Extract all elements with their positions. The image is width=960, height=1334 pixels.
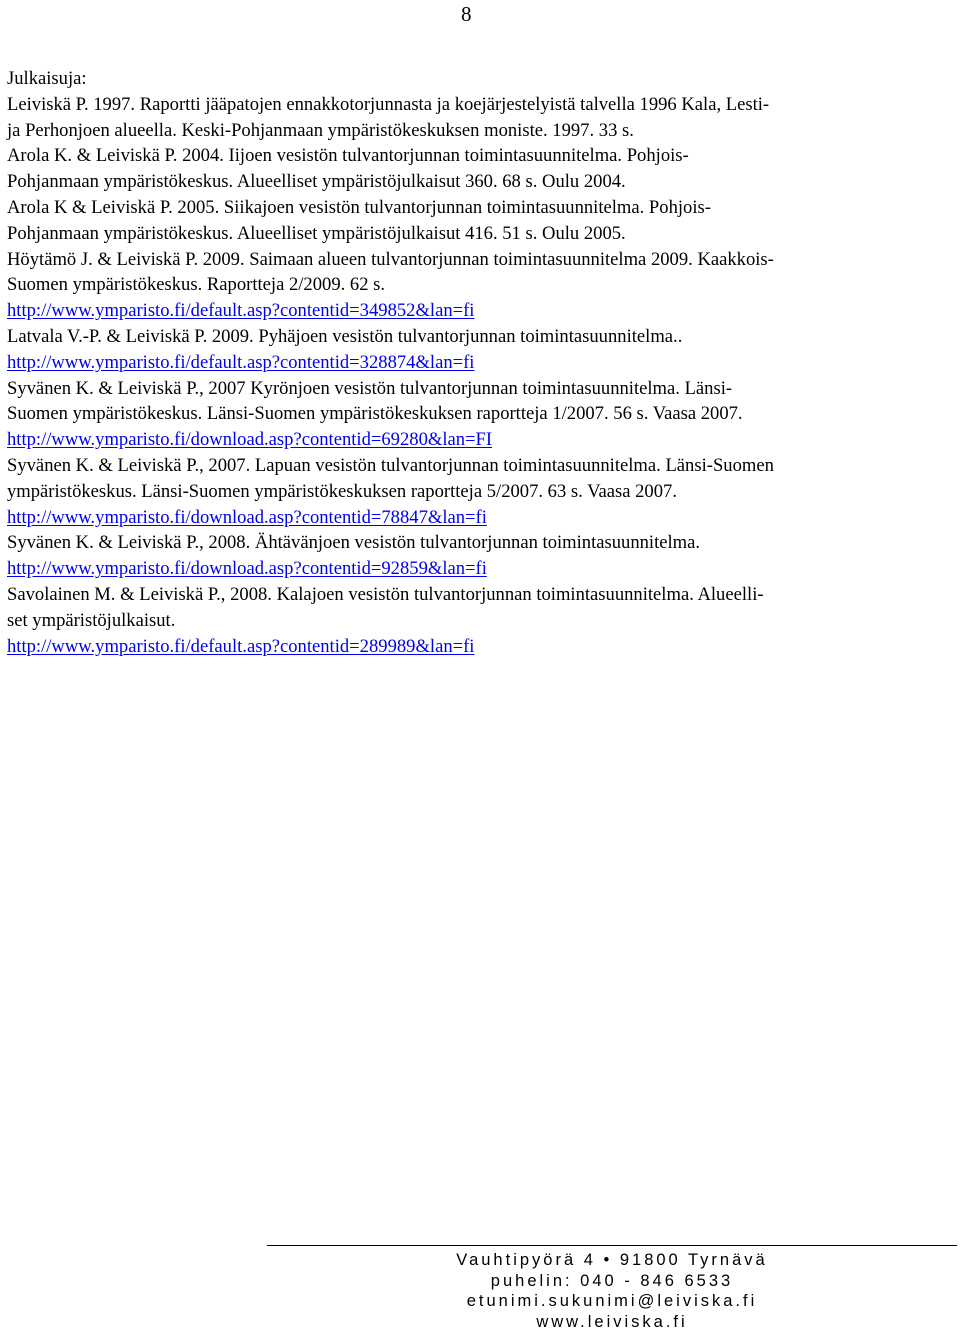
- footer-address: Vauhtipyörä 4 • 91800 Tyrnävä: [456, 1251, 768, 1269]
- footer: [267, 1250, 957, 1332]
- publication-text-line: Pohjanmaan ympäristökeskus. Alueelliset ympäristöjulkaisut 360. 68 s. Oulu 2004.: [7, 171, 626, 193]
- publication-link[interactable]: http://www.ymparisto.fi/default.asp?contentid=289989&lan=fi: [7, 635, 475, 657]
- publication-text-line: Höytämö J. & Leiviskä P. 2009. Saimaan alueen tulvantorjunnan toimintasuunnitelma 2009. Kaakkois-: [7, 248, 774, 270]
- publication-link[interactable]: http://www.ymparisto.fi/download.asp?contentid=69280&lan=FI: [7, 429, 493, 451]
- publication-link-line[interactable]: [7, 298, 937, 324]
- publication-text-line: ympäristökeskus. Länsi-Suomen ympäristökeskuksen raportteja 5/2007. 63 s. Vaasa 2007.: [7, 480, 677, 502]
- publication-text-line: Arola K & Leiviskä P. 2005. Siikajoen vesistön tulvantorjunnan toimintasuunnitelma. Pohjois-: [7, 196, 711, 218]
- publication-link-line[interactable]: [7, 556, 937, 582]
- publication-link[interactable]: http://www.ymparisto.fi/download.asp?contentid=78847&lan=fi: [7, 506, 487, 528]
- footer-divider: [267, 1245, 957, 1246]
- publication-text-line: Syvänen K. & Leiviskä P., 2007. Lapuan vesistön tulvantorjunnan toimintasuunnitelma. Länsi-Suomen: [7, 454, 774, 476]
- publication-text-line: ja Perhonjoen alueella. Keski-Pohjanmaan ympäristökeskuksen moniste. 1997. 33 s.: [7, 119, 634, 141]
- publication-text-line: Syvänen K. & Leiviskä P., 2007 Kyrönjoen vesistön tulvantorjunnan toimintasuunnitelma. Länsi-: [7, 377, 733, 399]
- publication-link[interactable]: http://www.ymparisto.fi/download.asp?contentid=92859&lan=fi: [7, 558, 487, 580]
- publication-text-line: Pohjanmaan ympäristökeskus. Alueelliset ympäristöjulkaisut 416. 51 s. Oulu 2005.: [7, 222, 626, 244]
- publication-text-line: Savolainen M. & Leiviskä P., 2008. Kalajoen vesistön tulvantorjunnan toimintasuunnitelma. Alueelli-: [7, 583, 764, 605]
- publication-text-line: Suomen ympäristökeskus. Länsi-Suomen ympäristökeskuksen raportteja 1/2007. 56 s. Vaasa 2007.: [7, 403, 743, 425]
- publication-text-line: set ympäristöjulkaisut.: [7, 609, 176, 631]
- footer-website[interactable]: www.leiviska.fi: [536, 1312, 688, 1331]
- publication-text-line: Leiviskä P. 1997. Raportti jääpatojen ennakkotorjunnasta ja koejärjestelyistä talvella 1996 Kala, Lesti-: [7, 93, 770, 115]
- page-number: 8: [461, 2, 472, 26]
- publication-link-line[interactable]: [7, 427, 937, 453]
- publication-text-line: Latvala V.-P. & Leiviskä P. 2009. Pyhäjoen vesistön tulvantorjunnan toimintasuunnitelma..: [7, 325, 683, 347]
- publication-link-line[interactable]: [7, 350, 937, 376]
- footer-phone: puhelin: 040 - 846 6533: [490, 1271, 734, 1290]
- publication-link-line[interactable]: [7, 505, 937, 531]
- publication-text-line: Syvänen K. & Leiviskä P., 2008. Ähtävänjoen vesistön tulvantorjunnan toimintasuunnitelma.: [7, 532, 701, 554]
- publication-text-line: Arola K. & Leiviskä P. 2004. Iijoen vesistön tulvantorjunnan toimintasuunnitelma. Pohjois-: [7, 145, 689, 167]
- publication-text-line: Suomen ympäristökeskus. Raportteja 2/2009. 62 s.: [7, 274, 386, 296]
- publication-link-line[interactable]: [7, 634, 937, 660]
- publication-link[interactable]: http://www.ymparisto.fi/default.asp?contentid=328874&lan=fi: [7, 351, 475, 373]
- publications-list: [7, 92, 937, 660]
- publications-section: [7, 66, 937, 659]
- footer-email[interactable]: etunimi.sukunimi@leiviska.fi: [466, 1292, 758, 1310]
- publication-link[interactable]: http://www.ymparisto.fi/default.asp?contentid=349852&lan=fi: [7, 300, 475, 322]
- publications-heading: Julkaisuja:: [7, 68, 87, 89]
